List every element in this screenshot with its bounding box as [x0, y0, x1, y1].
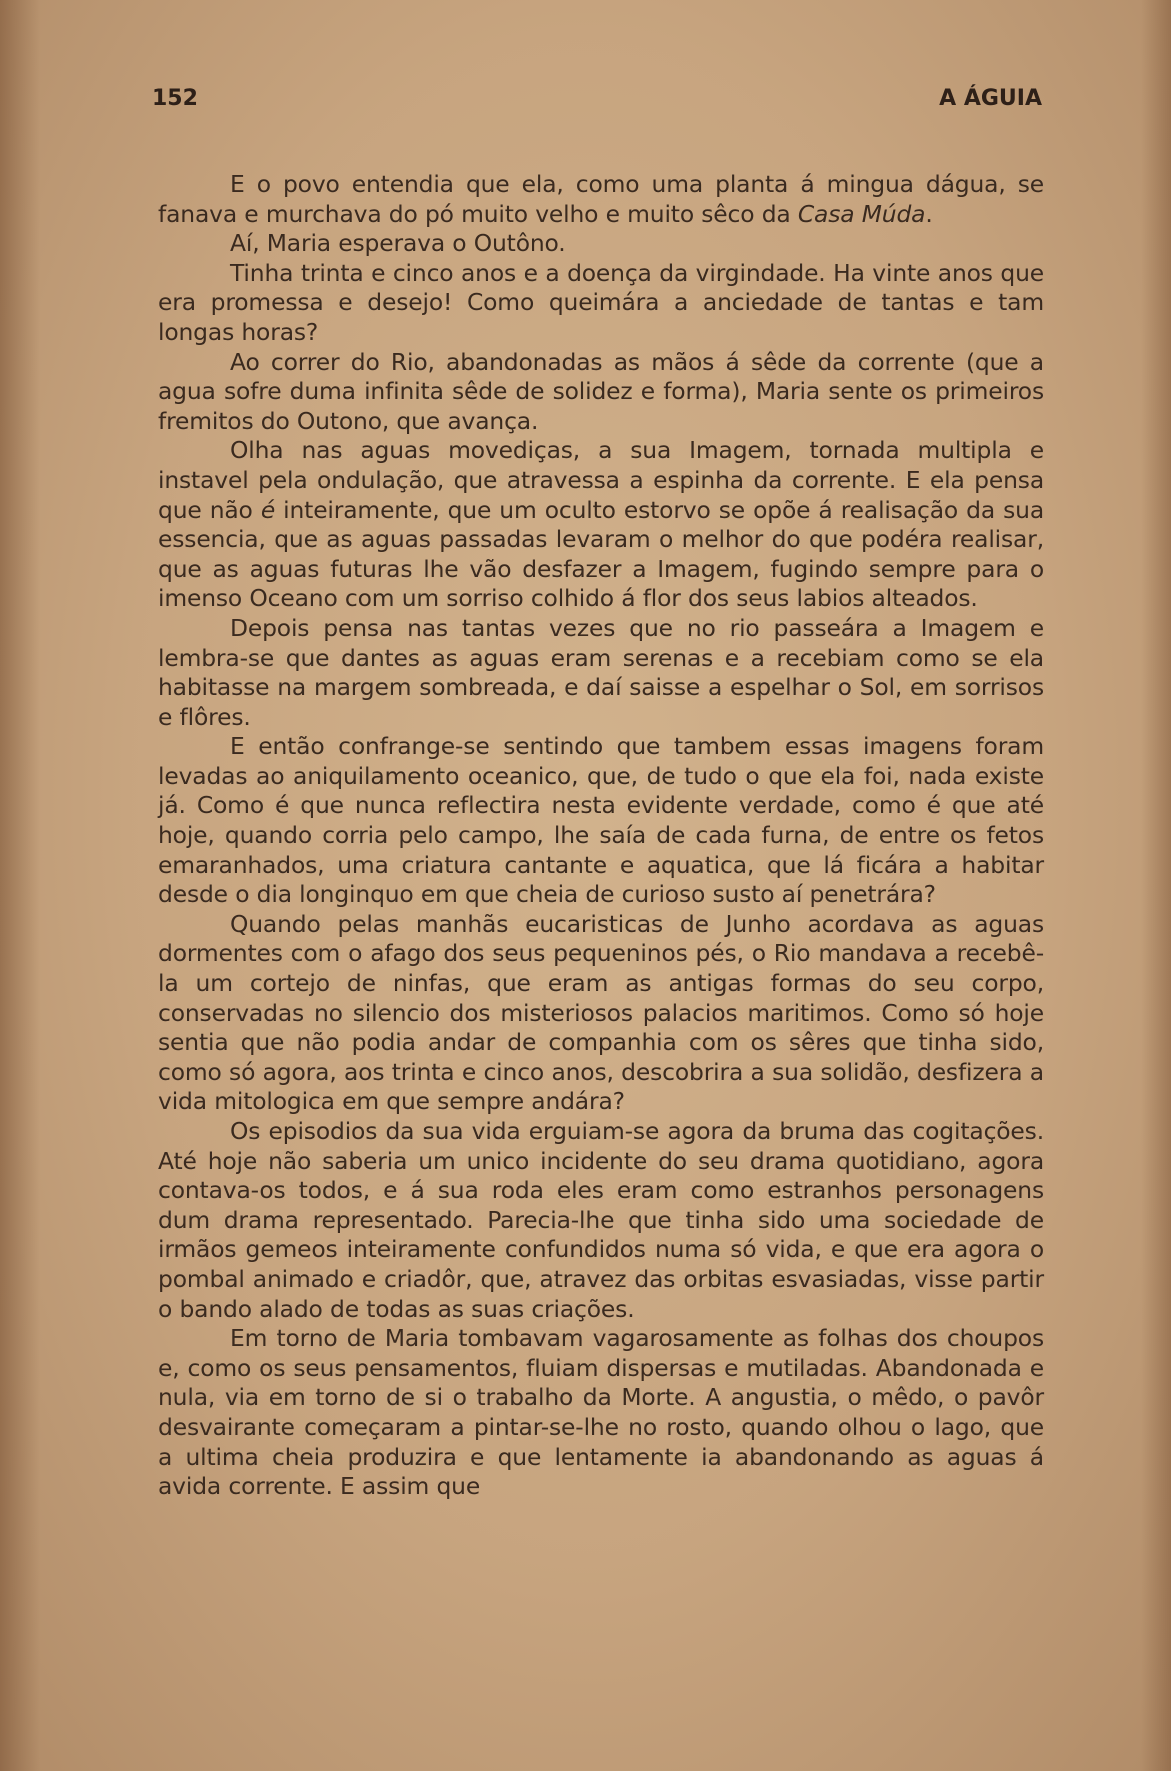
- page-edge-shadow-left: [0, 0, 40, 1771]
- paragraph-2: Aí, Maria esperava o Outôno.: [230, 229, 566, 258]
- paragraph-10: Em torno de Maria tombavam vagarosamente as folhas dos choupos e, como os seus pensamentos, fluiam dispersas e mutiladas. Abandonada e nula, via em torno de si o trabalho da Morte. A angustia, o mêdo, o pavôr desvairante começaram a pintar-se-lhe no rosto, quando olhou o lago, que a ultima cheia produzira e que lentamente ia abandonando as aguas á avida corrente. E assim que: [158, 1324, 1044, 1501]
- page-number: 152: [152, 86, 198, 111]
- journal-title: A ÁGUIA: [939, 86, 1042, 111]
- paragraph-5-text-before: Olha nas aguas movediças, a sua Imagem, tornada multipla e instavel pela ondulação, que atravessa a espinha da corrente. E ela pensa que não: [158, 436, 1044, 524]
- paragraph-3: Tinha trinta e cinco anos e a doença da virgindade. Ha vinte anos que era promessa e desejo! Como queimára a anciedade de tantas e tam longas horas?: [158, 258, 1044, 346]
- paragraph-9: Os episodios da sua vida erguiam-se agora da bruma das cogitações. Até hoje não saberia um unico incidente do seu drama quotidiano, agora contava-os todos, e á sua roda eles eram como estranhos personagens dum drama representado. Parecia-lhe que tinha sido uma sociedade de irmãos gemeos inteiramente confundidos numa só vida, e que era agora o pombal animado e criadôr, que, atravez das orbitas esvasiadas, visse partir o bando alado de todas as suas criações.: [158, 1117, 1044, 1323]
- paragraph-5-emphasis: é: [260, 495, 276, 524]
- paragraph-8: Quando pelas manhãs eucaristicas de Junho acordava as aguas dormentes com o afago dos seus pequeninos pés, o Rio mandava a recebê-la um cortejo de ninfas, que eram as antigas formas do seu corpo, conservadas no silencio dos misteriosos palacios maritimos. Como só hoje sentia que não podia andar de companhia com os sêres que tinha sido, como só agora, aos trinta e cinco anos, descobrira a sua solidão, desfizera a vida mitologica em que sempre andára?: [158, 909, 1044, 1116]
- page-edge-shadow-right: [1141, 0, 1171, 1771]
- paragraph-6: Depois pensa nas tantas vezes que no rio passeára a Imagem e lembra-se que dantes as aguas eram serenas e a recebiam como se ela habitasse na margem sombreada, e daí saisse a espelhar o Sol, em sorrisos e flôres.: [158, 613, 1044, 731]
- body-text: [158, 170, 1044, 1502]
- paragraph-4: Ao correr do Rio, abandonadas as mãos á sêde da corrente (que a agua sofre duma infinita sêde de solidez e forma), Maria sente os primeiros fremitos do Outono, que avança.: [158, 347, 1044, 435]
- paragraph-1: [158, 170, 1044, 229]
- paragraph-7: E então confrange-se sentindo que tambem essas imagens foram levadas ao aniquilamento oceanico, que, de tudo o que ela foi, nada existe já. Como é que nunca reflectira nesta evidente verdade, como é que até hoje, quando corria pelo campo, lhe saía de cada furna, de entre os fetos emaranhados, uma criatura cantante e aquatica, que lá ficára a habitar desde o dia longinquo em que cheia de curioso susto aí penetrára?: [158, 732, 1044, 909]
- paragraph-5: [158, 436, 1044, 614]
- paragraph-1-text: E o povo entendia que ela, como uma planta á mingua dágua, se fanava e murchava do pó muito velho e muito sêco da: [158, 170, 1044, 228]
- paragraph-5-text-after: inteiramente, que um oculto estorvo se opõe á realisação da sua essencia, que as aguas passadas levaram o melhor do que podéra realisar, que as aguas futuras lhe vão desfazer a Imagem, fugindo sempre para o imenso Oceano com um sorriso colhido á flor dos seus labios alteados.: [158, 495, 1044, 613]
- running-head: [152, 86, 1042, 116]
- italic-place-name: Casa Múda: [797, 199, 926, 228]
- paragraph-1-end: .: [925, 199, 933, 228]
